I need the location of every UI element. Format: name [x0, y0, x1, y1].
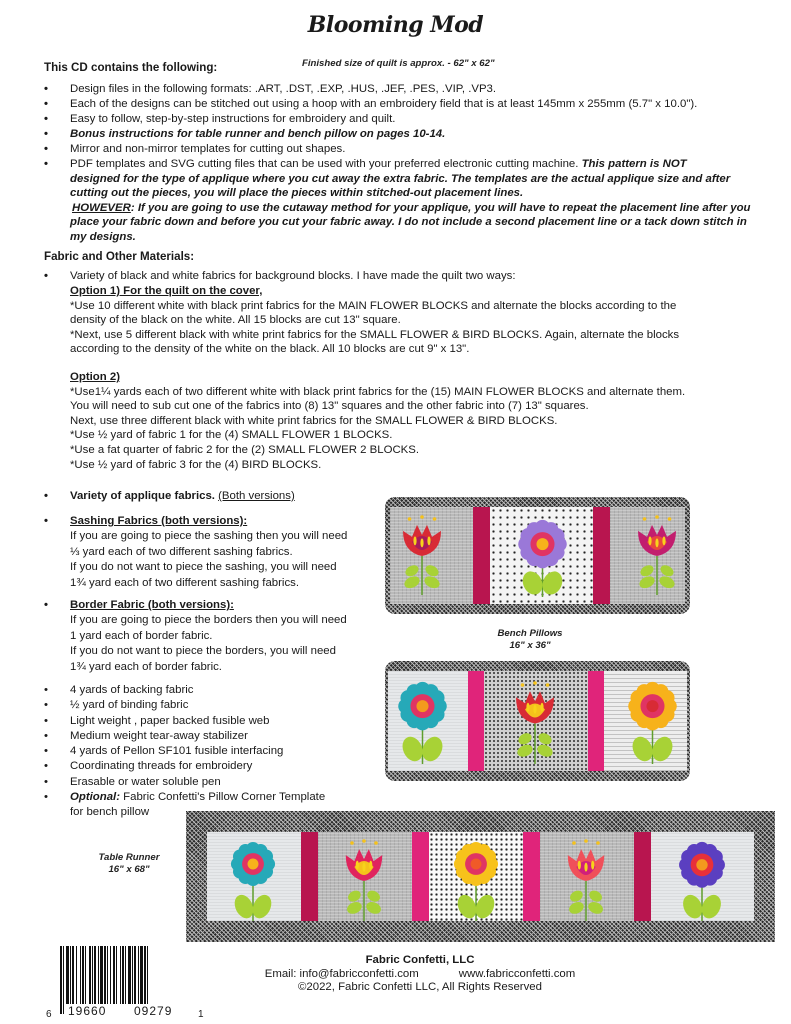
yellow-daisy-applique [451, 841, 501, 923]
tulip-accent [578, 861, 581, 870]
leaf [422, 574, 441, 590]
leaf [638, 563, 655, 579]
pink-tulip-applique [340, 839, 388, 923]
flower-center [248, 859, 259, 870]
barcode-bar [92, 946, 93, 1004]
copyright-notice: ©2022, Fabric Confetti LLC, All Rights Reserved [298, 981, 542, 994]
however-label: HOWEVER [72, 201, 131, 214]
yellow-daisy-applique [625, 681, 680, 766]
barcode-bar [70, 946, 71, 1004]
purple-daisy-applique [515, 519, 570, 599]
tulip-accent [427, 536, 430, 545]
stamen [655, 515, 659, 519]
bullet-icon: • [44, 729, 48, 742]
flower-center [471, 859, 482, 870]
barcode-bar [140, 946, 143, 1004]
website-link[interactable]: www.fabricconfetti.com [458, 967, 576, 980]
option2-heading: Option 2) [70, 371, 120, 383]
barcode-bar [144, 946, 146, 1004]
sashing-strip [593, 507, 610, 604]
barcode-bar [100, 946, 103, 1004]
bullet-icon: • [44, 699, 48, 712]
bullet-icon: • [44, 83, 48, 95]
barcode-bar [134, 946, 136, 1004]
tulip-accent [591, 861, 594, 870]
sashing-strip [588, 671, 604, 771]
sashing-strip [523, 832, 540, 921]
tulip-accent [655, 538, 658, 547]
barcode-bar [82, 946, 84, 1004]
bullet-icon: • [44, 684, 48, 696]
bullet-icon: • [44, 143, 48, 155]
tulip-accent [662, 536, 665, 545]
bullet-icon: • [44, 760, 48, 773]
cd-item-pdf-templates: • PDF templates and SVG cutting files that can be used with your preferred electronic cutting machine. This pattern is NOT designed for the type of applique where you cut away the extra fabric. The templates are the actual applique size and after cutting out the pieces, you will place the pieces within stitched-out placement lines. HOWEVER: If you are going to use the cutaway method for your applique, you will have to repeat the placement line after you place your fabric down and before you cut your fabric away. I do not include a second placement line or a tack down stitch in my designs. [44, 158, 751, 243]
barcode-bar [76, 946, 77, 1004]
stamen [433, 517, 437, 521]
leaf [346, 888, 363, 903]
stamen [533, 681, 537, 685]
document-title: Blooming Mod [307, 12, 484, 38]
barcode-bar [122, 946, 124, 1004]
table-runner-caption: Table Runner 16" x 68" [98, 852, 160, 875]
leaf [516, 731, 533, 747]
contact-email[interactable]: Email: info@fabricconfetti.com [264, 967, 419, 980]
leaf [535, 742, 554, 759]
table-runner-image [186, 811, 775, 942]
bullet-icon: • [44, 490, 48, 502]
bullet-icon: • [44, 113, 48, 125]
leaf [657, 574, 676, 590]
leaf [568, 888, 585, 903]
leaf [637, 574, 656, 590]
stamen [584, 839, 588, 843]
sashing-strip [301, 832, 318, 921]
leaf [587, 888, 604, 903]
leaf [536, 731, 553, 747]
leaf [364, 900, 383, 916]
barcode-bar [94, 946, 96, 1004]
footer [210, 954, 630, 995]
stamen [596, 841, 600, 845]
barcode-bar [66, 946, 69, 1004]
barcode-bar [63, 946, 64, 1014]
bullet-icon: • [44, 515, 48, 527]
tulip-accent [413, 536, 416, 545]
barcode-bar [80, 946, 81, 1004]
stamen [374, 841, 378, 845]
sashing-strip [634, 832, 651, 921]
stamen [350, 841, 354, 845]
tulip-accent [540, 703, 543, 712]
bullet-icon: • [44, 128, 48, 140]
leaf [365, 888, 382, 903]
finished-size-note: Finished size of quilt is approx. - 62" x 62" [302, 58, 495, 69]
barcode-digit-check: 1 [198, 1009, 204, 1020]
barcode-bar [110, 946, 111, 1004]
purple-daisy-applique [676, 841, 728, 923]
barcode-bar [85, 946, 86, 1004]
bullet-icon: • [44, 745, 48, 758]
flower-center [416, 700, 428, 712]
stamen [546, 683, 550, 687]
barcode-digits-right: 09279 [134, 1004, 173, 1018]
barcode-bar [98, 946, 99, 1004]
sashing-strip [473, 507, 490, 604]
bullet-icon: • [44, 791, 48, 804]
bullet-icon: • [44, 714, 48, 727]
tulip-accent [420, 538, 423, 547]
leaf [515, 742, 534, 759]
leaf [586, 900, 605, 916]
tulip-accent [356, 861, 359, 870]
option1-heading: Option 1) For the quilt on the cover, [70, 285, 263, 297]
bullet-icon: • [44, 599, 48, 611]
barcode-bar [116, 946, 117, 1004]
flower-center [536, 538, 548, 550]
stamen [643, 517, 647, 521]
barcode-bar [138, 946, 139, 1004]
option1-block: Option 1) For the quilt on the cover, *Use 10 different white with black print fabrics for the MAIN FLOWER BLOCKS and alternate the blocks according to the density of the black on the white. All 15 blocks are cut 13" square. *Next, use 5 different black with white print fabrics for the SMALL FLOWER & BIRD BLOCKS. Again, alternate the blocks according to the density of the white on the black. All 10 blocks are cut 9" x 13". [70, 284, 790, 357]
magenta-tulip-applique [632, 515, 682, 597]
bullet-icon: • [44, 158, 48, 170]
barcode-bar [120, 946, 121, 1004]
flower-center [646, 700, 658, 712]
tulip-accent [369, 861, 372, 870]
stamen [408, 517, 412, 521]
barcode-bar [125, 946, 126, 1004]
barcode-digits-left: 19660 [68, 1004, 107, 1018]
option2-block: Option 2) *Use1¼ yards each of two different white with black print fabrics for the (15) MAIN FLOWER BLOCKS and alternate them. You will need to sub cut one of the fabrics into (8) 13" squares and the other fabric into (7) 13" squares. Next, use three different black with white print fabrics for the SMALL FLOWER & BIRD BLOCKS. *Use ½ yard of fabric 1 for the (4) SMALL FLOWER 1 BLOCKS. *Use a fat quarter of fabric 2 for the (2) SMALL FLOWER 2 BLOCKS. *Use ½ yard of fabric 3 for the (4) BIRD BLOCKS. [70, 370, 790, 472]
bench-pillow-image-2 [385, 661, 690, 781]
bullet-icon: • [44, 270, 48, 282]
barcode-bar [128, 946, 131, 1004]
leaf [403, 563, 420, 579]
barcode-bar [113, 946, 115, 1004]
stamen [572, 841, 576, 845]
company-name: Fabric Confetti, LLC [365, 954, 475, 966]
stamen [521, 683, 525, 687]
teal-daisy-applique [228, 841, 278, 923]
flower-center [696, 859, 707, 870]
teal-daisy-applique [395, 681, 450, 766]
sashing-strip [412, 832, 429, 921]
tulip-accent [584, 863, 587, 872]
leaf [345, 900, 364, 916]
barcode-bar [89, 946, 91, 1004]
sashing-strip [468, 671, 484, 771]
tulip-accent [362, 863, 365, 872]
barcode-digit-lead: 6 [46, 1009, 52, 1020]
tulip-accent [526, 703, 529, 712]
red-tulip-applique [510, 681, 560, 766]
leaf [423, 563, 440, 579]
bullet-icon: • [44, 775, 48, 788]
coral-tulip-applique [562, 839, 610, 923]
bench-pillow-image-1 [385, 497, 690, 614]
leaf [567, 900, 586, 916]
stamen [362, 839, 366, 843]
red-tulip-applique [397, 515, 447, 597]
barcode-bar [72, 946, 74, 1004]
stamen [420, 515, 424, 519]
tulip-accent [648, 536, 651, 545]
materials-section-heading: Fabric and Other Materials: [44, 250, 195, 263]
stamen [668, 517, 672, 521]
bullet-icon: • [44, 98, 48, 110]
barcode-bar [132, 946, 133, 1004]
cd-section-heading: This CD contains the following: [44, 61, 218, 74]
barcode-bar [60, 946, 62, 1014]
leaf [402, 574, 421, 590]
bench-pillows-caption: Bench Pillows 16" x 36" [497, 628, 563, 651]
tulip-accent [533, 705, 536, 714]
leaf [658, 563, 675, 579]
